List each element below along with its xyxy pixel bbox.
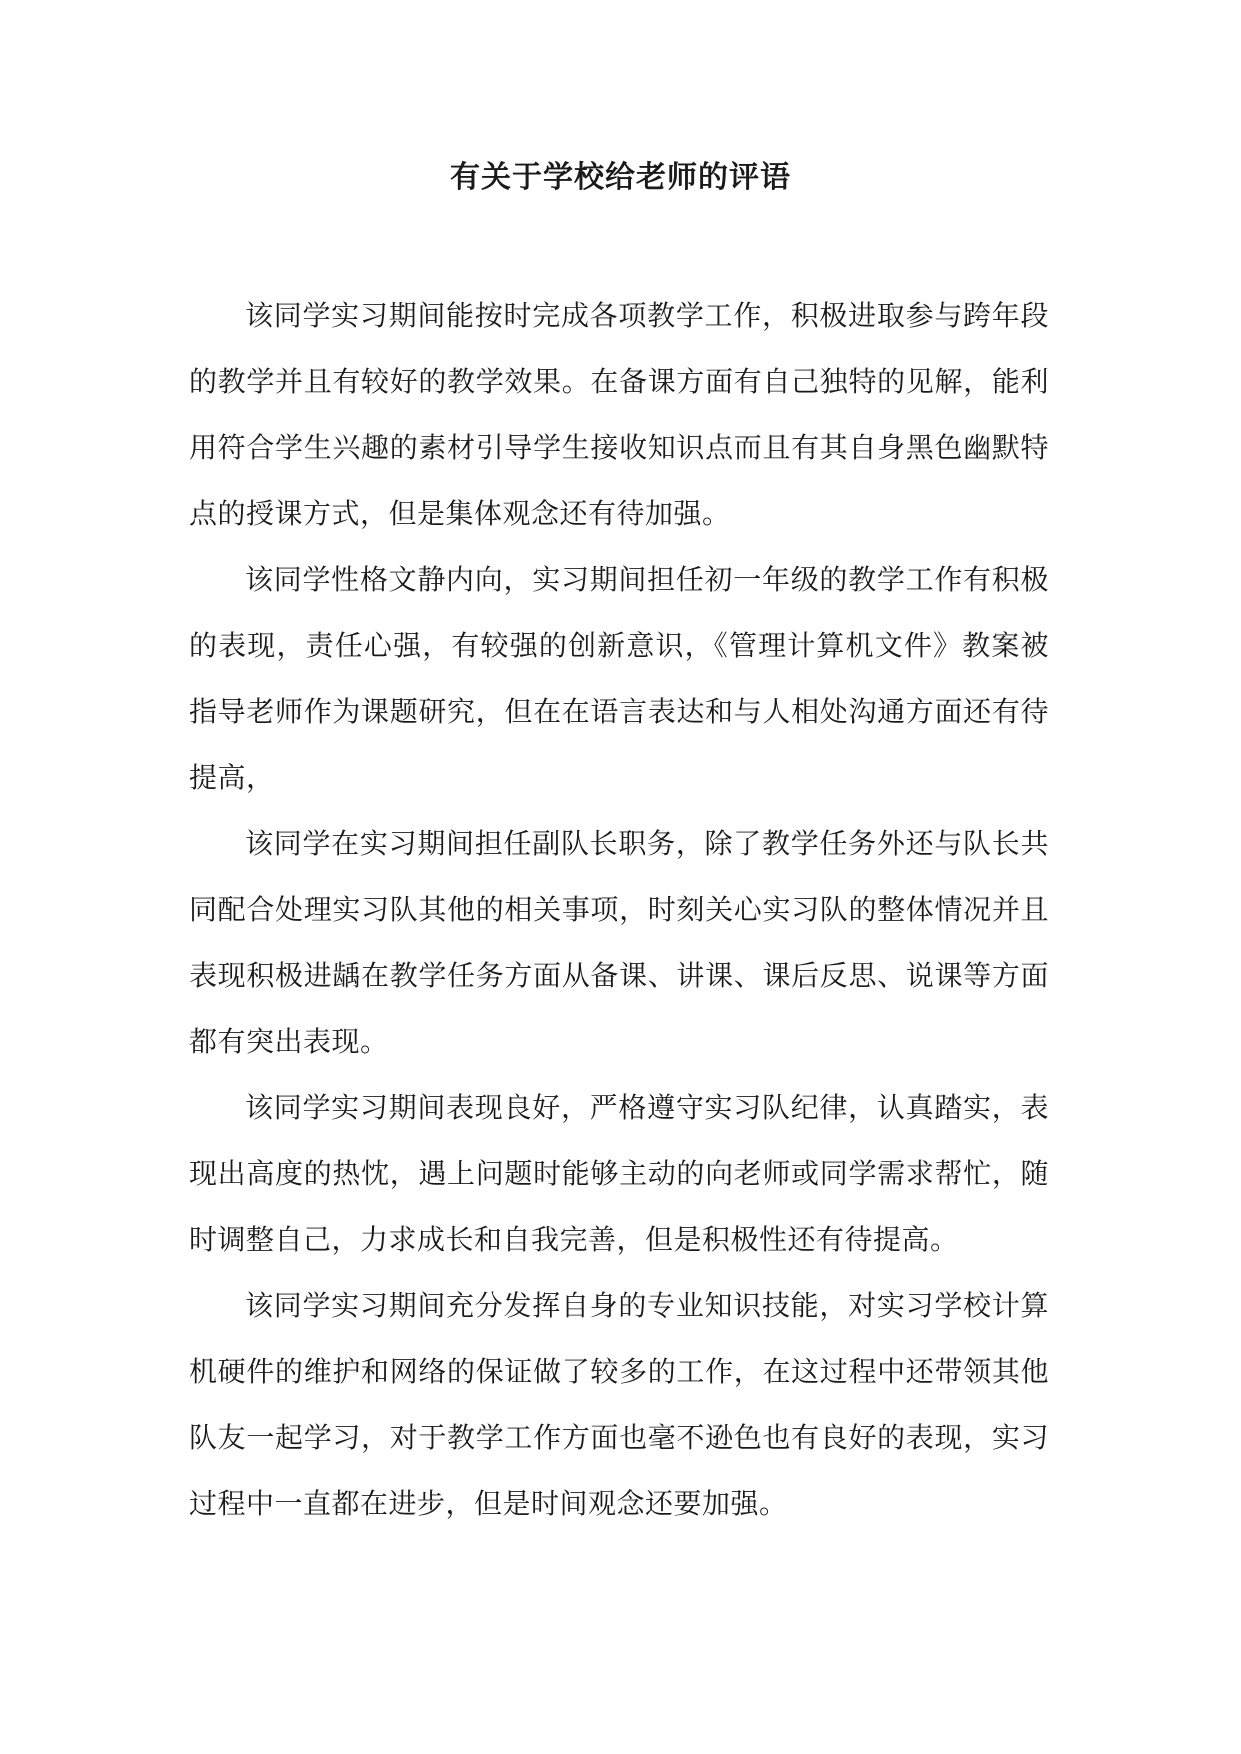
paragraph: 该同学实习期间充分发挥自身的专业知识技能，对实习学校计算机硬件的维护和网络的保证做了较多的工作，在这过程中还带领其他队友一起学习，对于教学工作方面也毫不逊色也有良好的表现，实习过程中一直都在进步，但是时间观念还要加强。	[189, 1289, 1049, 1520]
paragraph: 该同学实习期间能按时完成各项教学工作，积极进取参与跨年段的教学并且有较好的教学效果。在备课方面有自己独特的见解，能利用符合学生兴趣的素材引导学生接收知识点而且有其自身黑色幽默特点的授课方式，但是集体观念还有待加强。	[189, 299, 1049, 530]
paragraph: 该同学实习期间表现良好，严格遵守实习队纪律，认真踏实，表现出高度的热忱，遇上问题时能够主动的向老师或同学需求帮忙，随时调整自己，力求成长和自我完善，但是积极性还有待提高。	[189, 1091, 1049, 1256]
document-title: 有关于学校给老师的评语	[450, 160, 791, 195]
paragraph: 该同学在实习期间担任副队长职务，除了教学任务外还与队长共同配合处理实习队其他的相关事项，时刻关心实习队的整体情况并且表现积极进龋在教学任务方面从备课、讲课、课后反思、说课等方面都有突出表现。	[189, 827, 1049, 1058]
paragraph: 该同学性格文静内向，实习期间担任初一年级的教学工作有积极的表现，责任心强，有较强的创新意识，《管理计算机文件》教案被指导老师作为课题研究，但在在语言表达和与人相处沟通方面还有待提高，	[189, 563, 1049, 794]
document-body	[189, 283, 1049, 1537]
